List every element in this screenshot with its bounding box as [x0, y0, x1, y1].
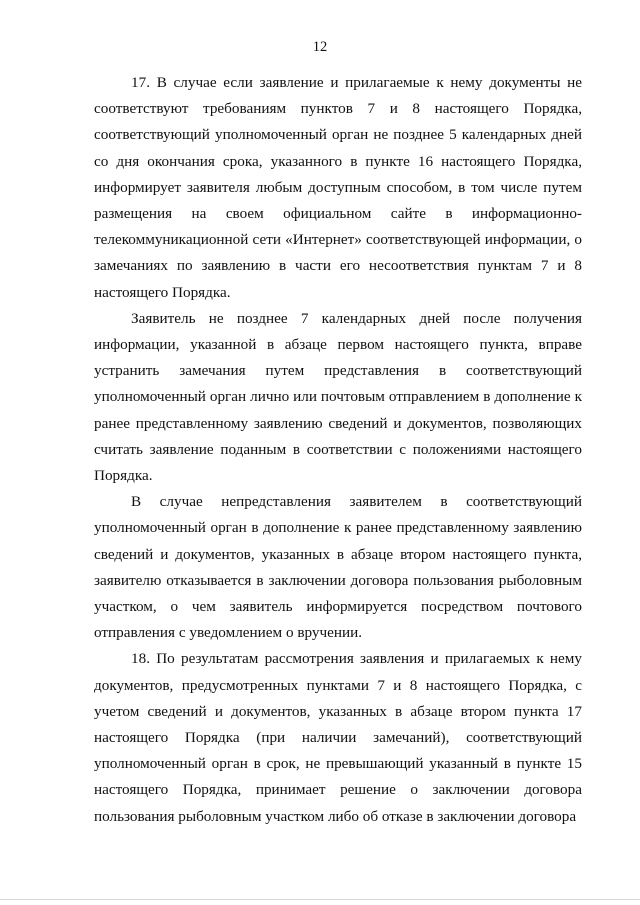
page-number: 12: [312, 39, 328, 55]
paragraph-17-applicant-remedy: Заявитель не позднее 7 календарных дней после получения информации, указанной в абзаце первом настоящего пункта, вправе устранить замечания путем представления в соответствующий уполномоченный орган лично или почтовым отправлением в дополнение к ранее представленному заявлению сведений и документов, позволяющих считать заявление поданным в соответствии с положениями настоящего Порядка.: [94, 309, 582, 485]
page-bottom-edge: [0, 899, 640, 900]
paragraph-17-refusal: В случае непредставления заявителем в соответствующий уполномоченный орган в дополнение к ранее представленному заявлению сведений и документов, указанных в абзаце втором настоящего пункта, заявителю отказывается в заключении договора пользования рыболовным участком, о чем заявитель информируется посредством почтового отправления с уведомлением о вручении.: [94, 493, 582, 642]
paragraph-17: 17. В случае если заявление и прилагаемые к нему документы не соответствуют требованиям пунктов 7 и 8 настоящего Порядка, соответствующий уполномоченный орган не позднее 5 календарных дней со дня окончания срока, указанного в пункте 16 настоящего Порядка, информирует заявителя любым доступным способом, в том числе путем размещения на своем официальном сайте в информационно-телекоммуникационной сети «Интернет» соответствующей информации, о замечаниях по заявлению в части его несоответствия пунктам 7 и 8 настоящего Порядка.: [94, 74, 582, 301]
paragraph-18: 18. По результатам рассмотрения заявления и прилагаемых к нему документов, предусмотренных пунктами 7 и 8 настоящего Порядка, с учетом сведений и документов, указанных в абзаце втором пункта 17 настоящего Порядка (при наличии замечаний), соответствующий уполномоченный орган в срок, не превышающий указанный в пункте 15 настоящего Порядка, принимает решение о заключении договора пользования рыболовным участком либо об отказе в заключении договора: [94, 650, 582, 825]
document-body: [94, 70, 582, 830]
